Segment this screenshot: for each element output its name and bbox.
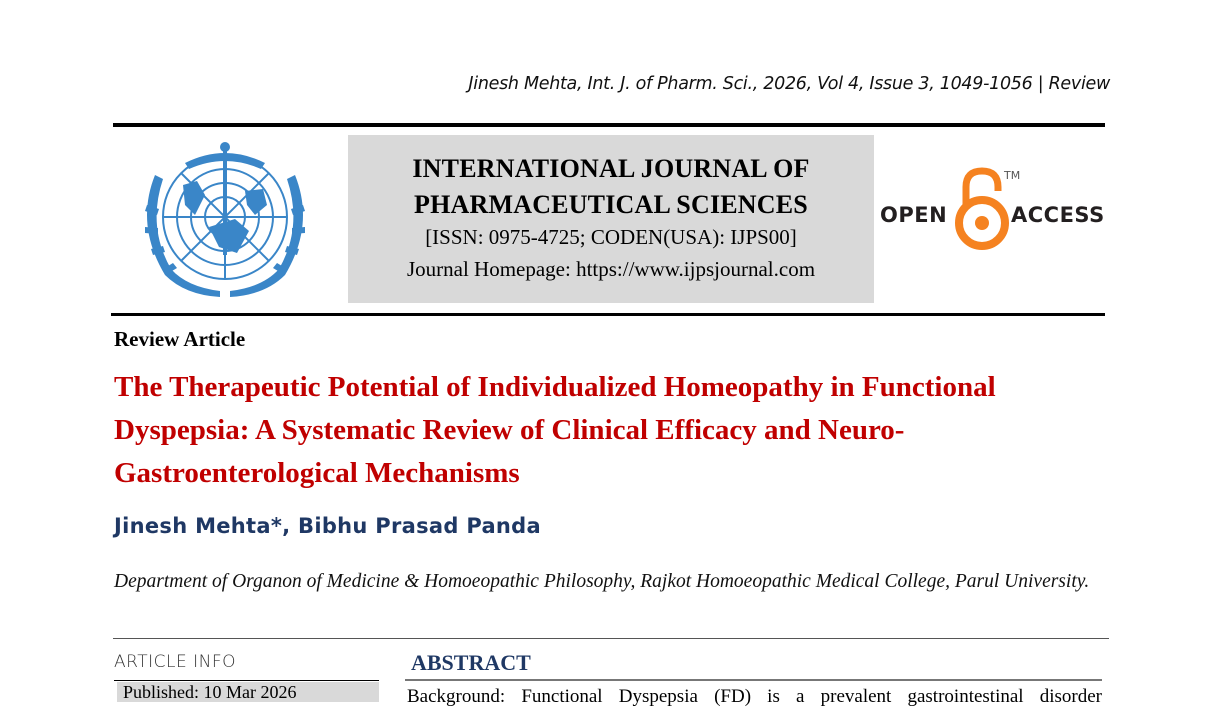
published-date: Published: 10 Mar 2026	[123, 682, 297, 702]
article-type-label: Review Article	[114, 327, 246, 351]
author-affiliation: Department of Organon of Medicine & Homoeopathic Philosophy, Rajkot Homoeopathic Medical College, Parul University.	[114, 571, 1090, 592]
journal-masthead	[348, 135, 874, 303]
article-info-rule	[114, 680, 379, 681]
abstract-text: Background: Functional Dyspepsia (FD) is a prevalent gastrointestinal disorder	[407, 686, 1102, 707]
trademark-label: TM	[1004, 169, 1021, 182]
journal-name-line1: INTERNATIONAL JOURNAL OF	[412, 154, 810, 183]
open-access-access-label: ACCESS	[1011, 203, 1105, 227]
open-access-logo	[880, 165, 1110, 255]
journal-name-line2: PHARMACEUTICAL SCIENCES	[414, 190, 808, 219]
journal-emblem-icon	[125, 135, 325, 305]
section-divider	[113, 638, 1109, 639]
issn-line: [ISSN: 0975-4725; CODEN(USA): IJPS00]	[425, 225, 797, 249]
article-title: The Therapeutic Potential of Individualized Homeopathy in Functional Dyspepsia: A Systematic Review of Clinical Efficacy and Neuro-Gastroenterological Mechanisms	[114, 371, 996, 489]
published-date-box	[117, 682, 379, 702]
open-lock-icon	[954, 165, 1010, 253]
article-authors: Jinesh Mehta*, Bibhu Prasad Panda	[114, 514, 541, 538]
abstract-heading: ABSTRACT	[411, 650, 531, 675]
open-access-open-label: OPEN	[880, 203, 948, 227]
header-top-rule	[113, 123, 1105, 127]
abstract-rule	[405, 679, 1102, 681]
article-info-heading: ARTICLE INFO	[114, 652, 236, 672]
journal-homepage-link[interactable]: Journal Homepage: https://www.ijpsjournal.com	[406, 257, 816, 281]
running-header: Jinesh Mehta, Int. J. of Pharm. Sci., 2026, Vol 4, Issue 3, 1049-1056 | Review	[468, 74, 1110, 94]
header-bottom-rule	[111, 313, 1105, 316]
